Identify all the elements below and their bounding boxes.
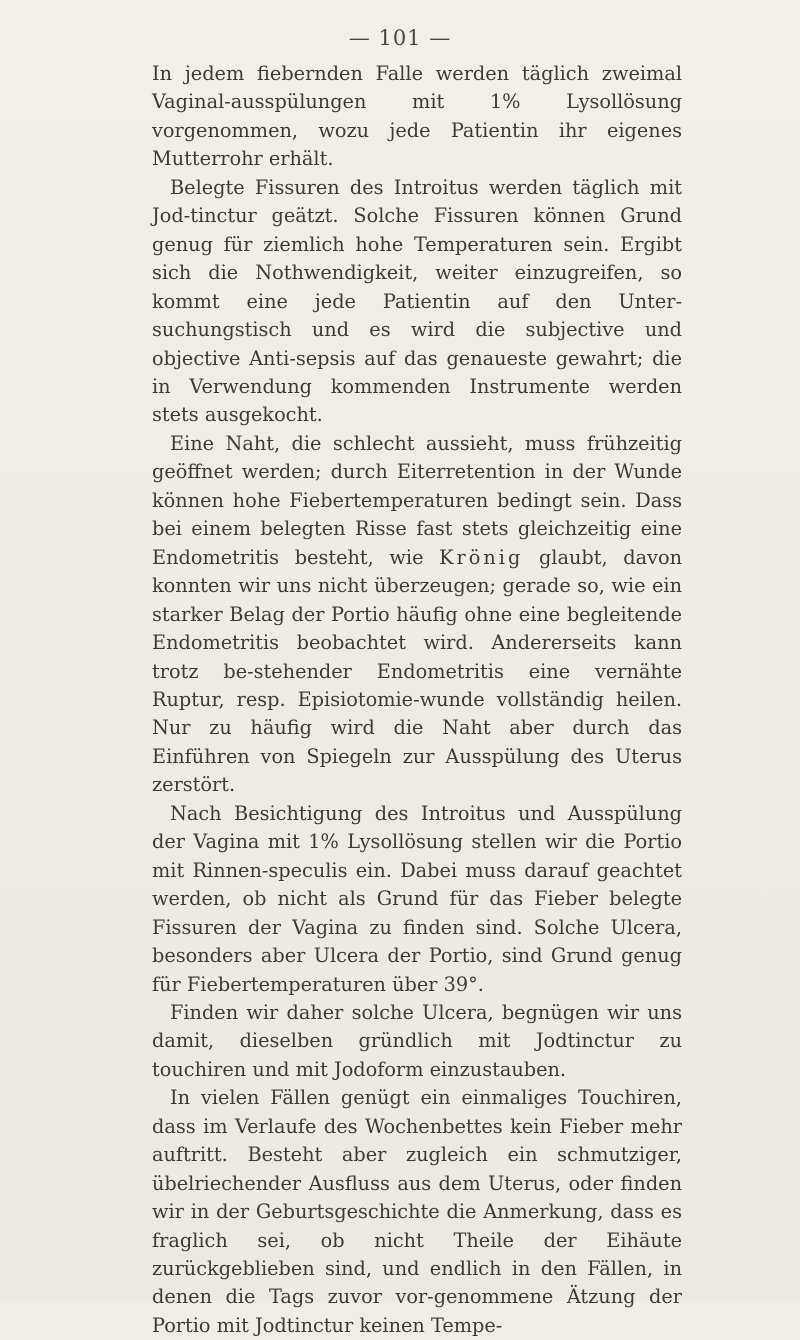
page-number: — 101 — [348,26,452,50]
paragraph-2: Belegte Fissuren des Introitus werden täglich mit Jod-tinctur geätzt. Solche Fissuren können Grund genug für ziemlich hohe Temperaturen sein. Ergibt sich die Nothwendigkeit, weiter einzugreifen, so kommt eine jede Patientin auf den Unter-suchungstisch und es wird die subjective und objective Anti-sepsis auf das genaueste gewahrt; die in Verwendung kommenden Instrumente werden stets ausgekocht. [152,175,682,427]
author-name-kroenig: Krönig [439,545,524,569]
paragraph-3-text-after: glaubt, davon konnten wir uns nicht überzeugen; gerade so, wie ein starker Belag der Portio häufig ohne eine begleitende Endometritis beobachtet wird. Andererseits kann trotz be-stehender Endometritis eine vernähte Ruptur, resp. Episiotomie-wunde vollständig heilen. Nur zu häufig wird die Naht aber durch das Einführen von Spiegeln zur Ausspülung des Uterus zerstört. [152,545,682,797]
paragraph-5: Finden wir daher solche Ulcera, begnügen wir uns damit, dieselben gründlich mit Jodtinctur zu touchiren und mit Jodoform einzustauben. [152,1000,682,1081]
paragraph-1: In jedem fiebernden Falle werden täglich zweimal Vaginal-ausspülungen mit 1% Lysollösung vorgenommen, wozu jede Patientin ihr eigenes Mutterrohr erhält. [152,62,682,171]
paragraph-6: In vielen Fällen genügt ein einmaliges Touchiren, dass im Verlaufe des Wochenbettes kein Fieber mehr auftritt. Besteht aber zugleich ein schmutziger, übelriechender Ausfluss aus dem Uterus, oder finden wir in der Geburtsgeschichte die Anmerkung, dass es fraglich sei, ob nicht Theile der Eihäute zurückgeblieben sind, und endlich in den Fällen, in denen die Tags zuvor vor-genommene Ätzung der Portio mit Jodtinctur keinen Tempe- [152,1086,682,1337]
body-text [152,60,682,1340]
paragraph-3-text-before: Eine Naht, die schlecht aussieht, muss frühzeitig geöffnet werden; durch Eiterretention in der Wunde können hohe Fiebertemperaturen bedingt sein. Dass bei einem belegten Risse fast stets gleichzeitig eine Endometritis besteht, wie [152,431,682,569]
paragraph-4: Nach Besichtigung des Introitus und Ausspülung der Vagina mit 1% Lysollösung stellen wir die Portio mit Rinnen-speculis ein. Dabei muss darauf geachtet werden, ob nicht als Grund für das Fieber belegte Fissuren der Vagina zu finden sind. Solche Ulcera, besonders aber Ulcera der Portio, sind Grund genug für Fiebertemperaturen über 39°. [152,801,682,996]
paragraph-3 [152,430,682,800]
